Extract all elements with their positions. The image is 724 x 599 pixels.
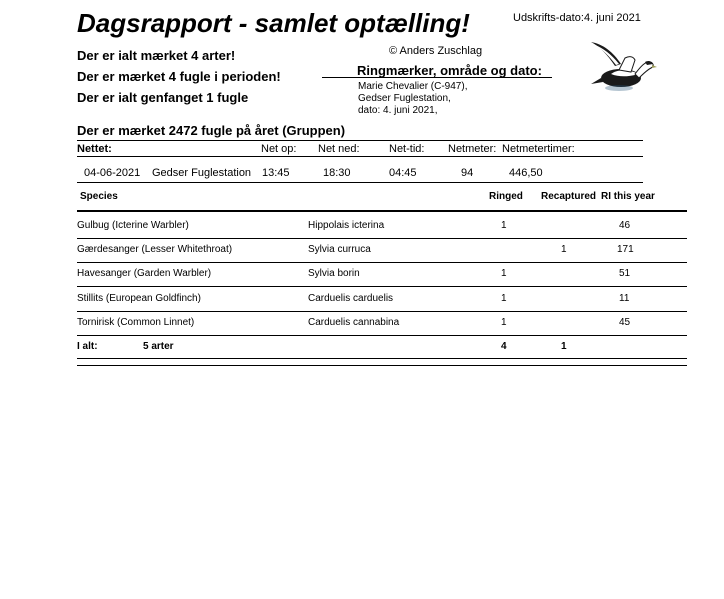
species-ri-year: 45 [619,317,631,328]
species-ri-year: 46 [619,220,631,231]
total-divider [77,358,687,359]
species-ringed: 1 [501,268,507,279]
report-title: Dagsrapport - samlet optælling! [77,8,470,38]
recaptured-summary: Der er ialt genfanget 1 fugle [77,90,249,105]
net-header-netmetertimer: Netmetertimer: [502,143,575,155]
total-recaptured: 1 [561,341,567,352]
species-ri-year: 11 [619,293,630,304]
species-name: Gærdesanger (Lesser Whitethroat) [77,244,233,255]
net-header-tid: Net-tid: [389,143,425,155]
species-ringed: 1 [501,220,507,231]
net-ned-value: 18:30 [323,167,351,179]
species-name: Stillits (European Goldfinch) [77,293,201,304]
col-ringed: Ringed [489,191,523,202]
species-latin: Sylvia curruca [308,244,371,255]
print-date: 4. juni 2021 [584,12,641,24]
species-latin: Carduelis carduelis [308,293,394,304]
species-name: Gulbug (Icterine Warbler) [77,220,189,231]
ringer-location: Gedser Fuglestation, [358,93,451,104]
netmeter-value: 94 [461,167,474,179]
divider [77,182,643,183]
total-label: I alt: [77,341,98,352]
species-ri-year: 51 [619,268,631,279]
eider-duck-icon [585,40,657,96]
birds-marked-summary: Der er mærket 4 fugle i perioden! [77,69,281,84]
species-latin: Hippolais icterina [308,220,385,231]
col-recaptured: Recaptured [541,191,597,202]
print-date-label: Udskrifts-dato: [513,12,584,24]
species-marked-summary: Der er ialt mærket 4 arter! [77,48,236,63]
table-header-rule [77,210,687,212]
ringer-underline [322,77,552,78]
species-latin: Carduelis cannabina [308,317,400,328]
species-recaptured: 1 [561,244,567,255]
row-divider [77,262,687,263]
net-location: Gedser Fuglestation [152,167,252,179]
netmetertimer-value: 446,50 [509,167,543,179]
year-total-summary: Der er mærket 2472 fugle på året (Gruppen) [77,123,346,138]
divider [77,156,643,157]
row-divider [77,286,687,287]
species-ri-year: 171 [617,244,634,255]
net-op-value: 13:45 [262,167,290,179]
col-ri-year: RI this year [601,191,655,202]
species-name: Tornirisk (Common Linnet) [77,317,195,328]
row-divider [77,335,687,336]
net-header-netmeter: Netmeter: [448,143,497,155]
net-header-ned: Net ned: [318,143,360,155]
copyright: © Anders Zuschlag [389,45,483,57]
divider [77,140,643,141]
total-species: 5 arter [143,341,174,352]
net-date: 04-06-2021 [84,167,141,179]
ringer-name: Marie Chevalier (C-947), [358,81,468,92]
row-divider [77,311,687,312]
species-latin: Sylvia borin [308,268,360,279]
ringer-date: dato: 4. juni 2021, [358,105,438,116]
species-ringed: 1 [501,293,507,304]
total-ringed: 4 [501,341,507,352]
col-species: Species [80,191,118,202]
ringer-heading: Ringmærker, område og dato: [357,63,542,78]
net-header-op: Net op: [261,143,297,155]
row-divider [77,238,687,239]
species-ringed: 1 [501,317,507,328]
species-name: Havesanger (Garden Warbler) [77,268,212,279]
net-header-nettet: Nettet: [77,143,112,155]
footer-rule [77,365,687,366]
net-tid-value: 04:45 [389,167,417,179]
